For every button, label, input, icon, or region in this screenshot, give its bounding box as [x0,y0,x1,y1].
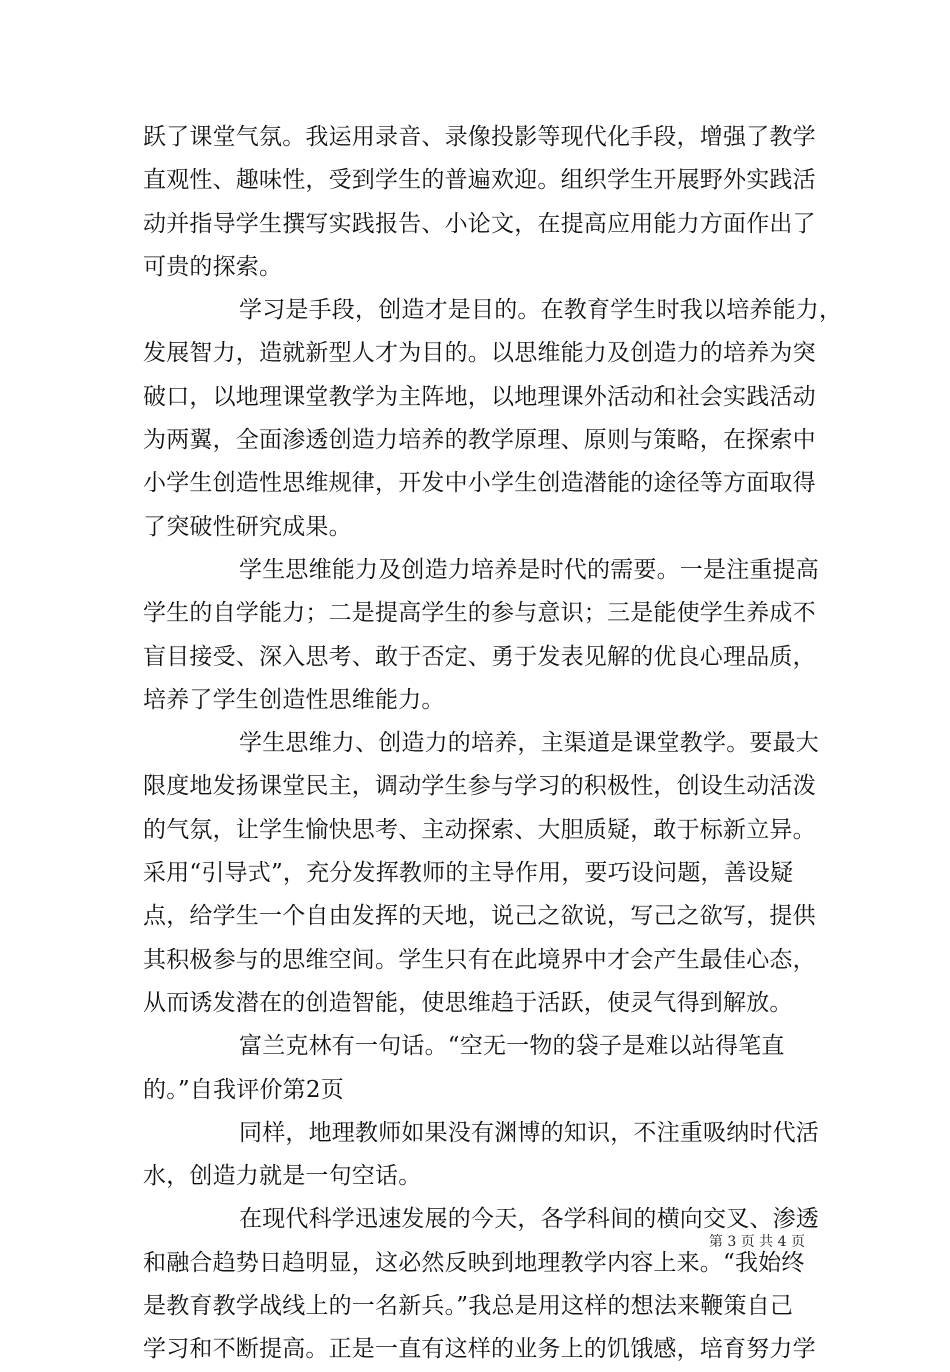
text-line: 限度地发扬课堂民主，调动学生参与学习的积极性，创设生动活泼 [143,773,816,800]
text-line: 的气氛，让学生愉快思考、主动探索、大胆质疑，敢于标新立异。 [143,816,816,843]
text-line: 水，创造力就是一句空话。 [143,1163,422,1190]
text-line: 采用“引导式”，充分发挥教师的主导作用，要巧设问题，善设疑 [143,860,794,887]
text-line: 动并指导学生撰写实践报告、小论文，在提高应用能力方面作出了 [143,210,816,237]
paragraph-first-line: 同样，地理教师如果没有渊博的知识，不注重吸纳时代活 [239,1119,819,1146]
text-line: 小学生创造性思维规律，开发中小学生创造潜能的途径等方面取得 [143,470,816,497]
paragraph-first-line: 在现代科学迅速发展的今天，各学科间的横向交叉、渗透 [239,1206,819,1233]
text-line: 直观性、趣味性，受到学生的普遍欢迎。组织学生开展野外实践活 [143,167,816,194]
paragraph-first-line: 学生思维能力及创造力培养是时代的需要。一是注重提高 [239,556,819,583]
text-line: 培养了学生创造性思维能力。 [143,686,445,713]
text-line: 可贵的探索。 [143,253,283,280]
paragraph-first-line: 富兰克林有一句话。“空无一物的袋子是难以站得笔直 [239,1033,785,1060]
text-line: 跃了课堂气氛。我运用录音、录像投影等现代化手段，增强了教学 [143,124,816,150]
body-text [143,116,843,1372]
paragraph-first-line: 学生思维力、创造力的培养，主渠道是课堂教学。要最大 [239,730,819,757]
text-line: 点，给学生一个自由发挥的天地，说己之欲说，写己之欲写，提供 [143,903,816,930]
text-line: 为两翼，全面渗透创造力培养的教学原理、原则与策略，在探索中 [143,427,816,454]
text-line: 从而诱发潜在的创造智能，使思维趋于活跃，使灵气得到解放。 [143,989,793,1016]
text-line: 盲目接受、深入思考、敢于否定、勇于发表见解的优良心理品质， [143,643,816,670]
text-line: 是教育教学战线上的一名新兵。”我总是用这样的想法来鞭策自己 [143,1293,794,1320]
text-line: 了突破性研究成果。 [143,513,352,540]
text-line: 和融合趋势日趋明显，这必然反映到地理教学内容上来。“我始终 [143,1249,805,1276]
text-line: 学习和不断提高。正是一直有这样的业务上的饥饿感，培育努力学 [143,1336,816,1363]
text-line: 学生的自学能力；二是提高学生的参与意识；三是能使学生养成不 [143,600,816,627]
paragraph-first-line: 学习是手段，创造才是目的。在教育学生时我以培养能力， [239,297,843,324]
text-line: 破口，以地理课堂教学为主阵地，以地理课外活动和社会实践活动 [143,383,816,410]
page-number: 第 3 页 共 4 页 [708,1234,805,1250]
text-line: 其积极参与的思维空间。学生只有在此境界中才会产生最佳心态， [143,946,816,973]
text-line: 发展智力，造就新型人才为目的。以思维能力及创造力的培养为突 [143,340,816,367]
text-line: 的。”自我评价第2页 [143,1076,344,1103]
